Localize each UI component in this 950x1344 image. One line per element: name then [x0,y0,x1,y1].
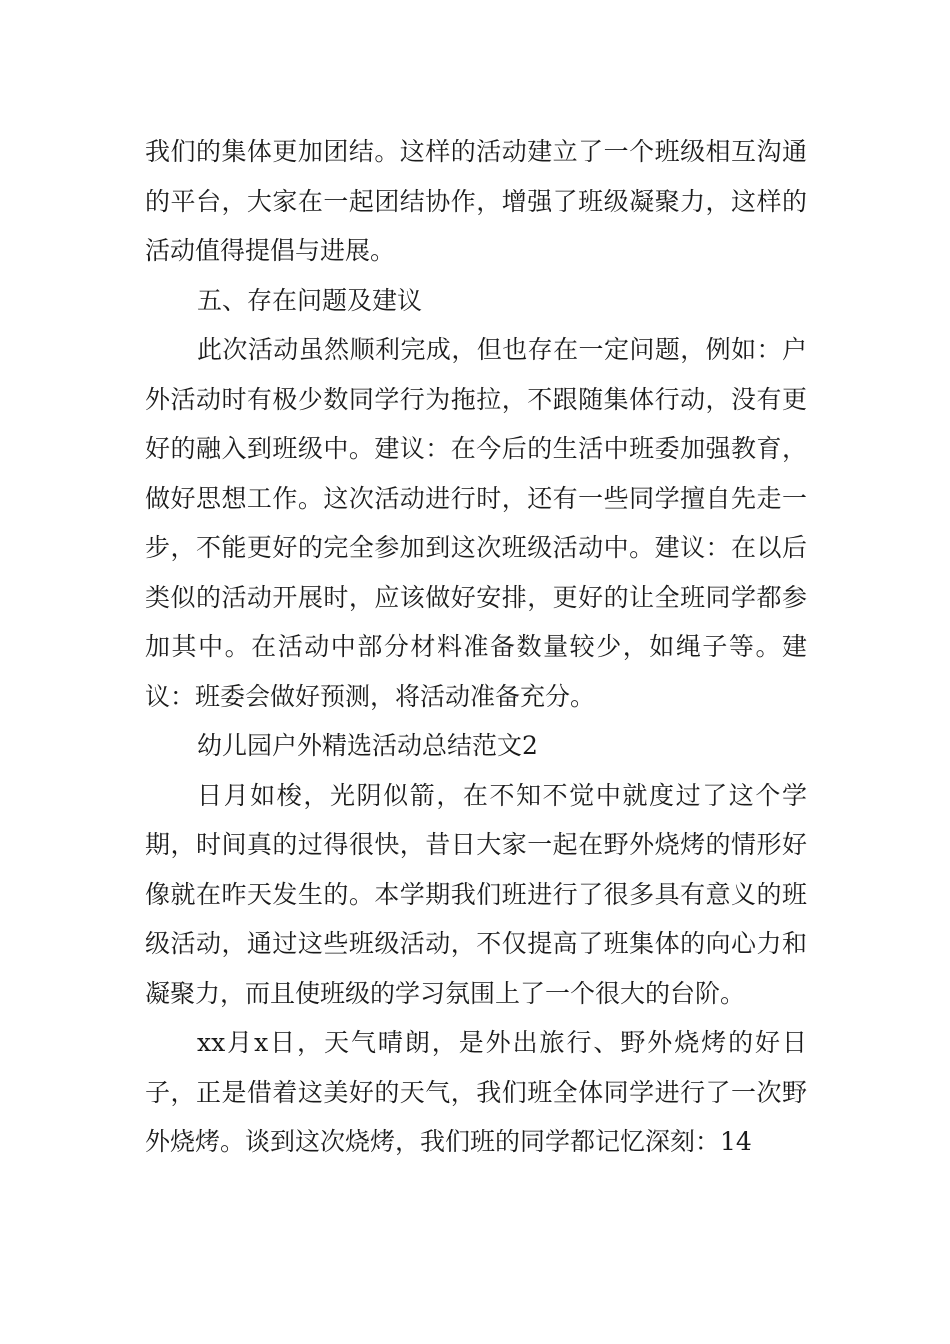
paragraph-barbecue: xx月x日，天气晴朗，是外出旅行、野外烧烤的好日子，正是借着这美好的天气，我们班全体同学进行了一次野外烧烤。谈到这次烧烤，我们班的同学都记忆深刻：14 [145,1028,807,1156]
document-body [145,127,807,1167]
section-heading-problems: 五、存在问题及建议 [197,285,423,315]
paragraph-problems: 此次活动虽然顺利完成，但也存在一定问题，例如：户外活动时有极少数同学行为拖拉，不跟随集体行动，没有更好的融入到班级中。建议：在今后的生活中班委加强教育，做好思想工作。这次活动进行时，还有一些同学擅自先走一步，不能更好的完全参加到这次班级活动中。建议：在以后类似的活动开展时，应该做好安排，更好的让全班同学都参加其中。在活动中部分材料准备数量较少，如绳子等。建议：班委会做好预测，将活动准备充分。 [145,335,807,711]
paragraph-semester: 日月如梭，光阴似箭，在不知不觉中就度过了这个学期，时间真的过得很快，昔日大家一起在野外烧烤的情形好像就在昨天发生的。本学期我们班进行了很多具有意义的班级活动，通过这些班级活动，不仅提高了班集体的向心力和凝聚力，而且使班级的学习氛围上了一个很大的台阶。 [145,780,807,1008]
section-heading-article-2: 幼儿园户外精选活动总结范文2 [197,731,538,760]
paragraph-continuation: 我们的集体更加团结。这样的活动建立了一个班级相互沟通的平台，大家在一起团结协作，增强了班级凝聚力，这样的活动值得提倡与进展。 [145,137,807,265]
